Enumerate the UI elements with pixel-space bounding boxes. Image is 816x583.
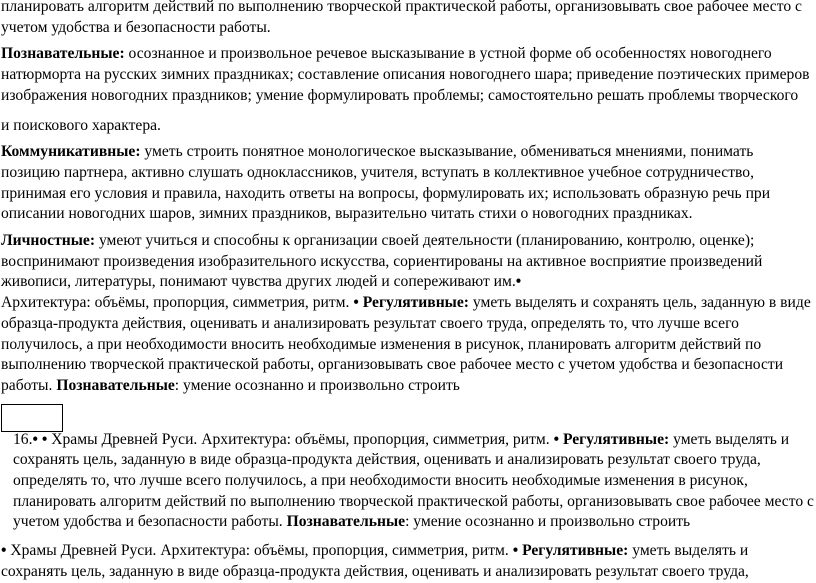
paragraph-text: уметь выделять и сохранять цель, заданную в виде образца-продукта действия, оценивать и анализировать результат своего труда, [1, 542, 749, 580]
paragraph-text: Храмы Древней Руси. Архитектура: объёмы, пропорция, симметрия, ритм. [47, 430, 554, 448]
label-communicative: Коммуникативные: [1, 143, 141, 161]
paragraph-text: и поискового характера. [1, 116, 161, 134]
paragraph-text: уметь выделять и сохранять цель, заданную в виде образца-продукта действия, оценивать и анализировать результат своего труда, определять то, что лучше всего получилось, а при необходимости вносить необходимые изменения в рисунок, планировать алгоритм действий по выполнению творческой практической работы, организовывать свое рабочее место с учетом удобства и безопасности работы. [13, 430, 814, 531]
bullet-icon: • [515, 273, 522, 291]
label-cognitive-2: Познавательные [56, 376, 175, 394]
paragraph-planning [1, 0, 815, 38]
label-regulative: Регулятивные: [522, 542, 629, 560]
paragraph-text: Архитектура: объёмы, пропорция, симметрия, ритм. [1, 294, 354, 312]
bullet-icon: • [512, 542, 519, 560]
paragraph-text: Храмы Древней Руси. Архитектура: объёмы, пропорция, симметрия, ритм. [6, 542, 513, 560]
label-cognitive-3: Познавательные [286, 513, 406, 531]
paragraph-communicative [1, 142, 815, 225]
bullet-icon: • [553, 430, 560, 448]
bullet-icon: • [32, 430, 38, 448]
bullet-icon: • [41, 430, 48, 448]
paragraph-temples [1, 541, 815, 582]
paragraph-text: уметь выделять и сохранять цель, заданную в виде образца-продукта действия, оценивать и анализировать результат своего труда, определять то, что лучше всего получилось, а при необходимости вносить необходимые изменения в рисунок, планировать алгоритм действий по выполнению творческой практической работы, организовывать свое рабочее место с учетом удобства и безопасности работы. [1, 294, 811, 394]
label-regulative: Регулятивные: [562, 430, 670, 448]
label-personal: Личностные: [1, 232, 96, 250]
document-body [1, 0, 815, 583]
bullet-icon: • [1, 542, 7, 560]
paragraph-personal [1, 231, 815, 293]
item-number: 16. [13, 430, 33, 448]
paragraph-cognitive-tail [1, 116, 815, 137]
table-cell-box [1, 404, 63, 432]
paragraph-text: уметь строить понятное монологическое высказывание, обмениваться мнениями, понимать позицию партнера, активно слушать одноклассников, учителя, вступать в коллективное учебное сотрудничество, принимая его условия и правила, находить ответы на вопросы, формулировать их; использовать образную речь при описании новогодних шаров, зимних праздников, выразительно читать стихи о новогодних праздниках. [1, 143, 771, 223]
paragraph-text: планировать алгоритм действий по выполнению творческой практической работы, организовывать свое рабочее место с учетом удобства и безопасности работы. [1, 0, 802, 36]
label-regulative: Регулятивные: [362, 294, 469, 312]
paragraph-item-16 [1, 430, 815, 534]
paragraph-architecture [1, 293, 815, 397]
paragraph-text: умеют учиться и способны к организации своей деятельности (планированию, контролю, оценке); воспринимают произведения изобразительного искусства, сориентированы на активное восприятие произведений живописи, литературы, понимают чувства других людей и сопереживают им. [1, 232, 763, 291]
paragraph-text: осознанное и произвольное речевое высказывание в устной форме об особенностях новогоднего натюрморта на русских зимних праздниках; составление описания новогоднего шара; приведение поэтических примеров изображения новогодних праздников; умение формулировать проблемы; самостоятельно решать проблемы творческого [1, 45, 810, 104]
label-cognitive: Познавательные: [1, 45, 125, 63]
paragraph-text: : умение осознанно и произвольно строить [174, 376, 460, 394]
bullet-icon: • [353, 294, 359, 312]
paragraph-cognitive [1, 44, 815, 106]
paragraph-text: : умение осознанно и произвольно строить [405, 513, 691, 531]
